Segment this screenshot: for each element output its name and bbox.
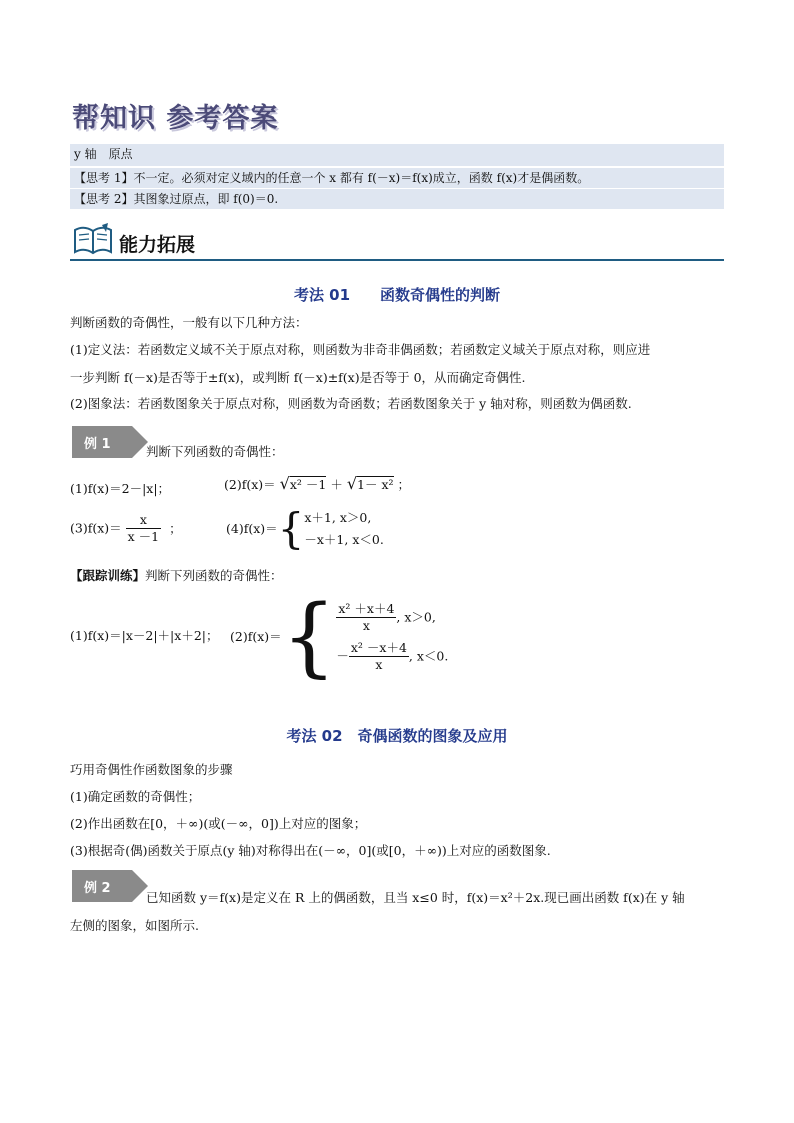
kaofa-01-title: 考法 01 函数奇偶性的判断 xyxy=(293,286,501,304)
followup-heading: 【跟踪训练】判断下列函数的奇偶性： xyxy=(70,568,283,583)
example-2-line-a: 已知函数 y＝f(x)是定义在 R 上的偶函数，且当 x≤0 时，f(x)＝x²＋2x.现已画出函数 f(x)在 y 轴 xyxy=(146,890,685,905)
think-1-label: 【思考 1】 xyxy=(74,171,134,185)
example-1-f1: (1)f(x)＝2－|x|； xyxy=(70,481,171,496)
followup-f1: (1)f(x)＝|x－2|＋|x＋2|； xyxy=(70,628,219,643)
answer-line-2 xyxy=(70,168,724,188)
kaofa-02-intro: 巧用奇偶性作函数图象的步骤 xyxy=(70,762,233,777)
think-2-text: 其图象过原点，即 f(0)＝0. xyxy=(133,192,279,206)
example-1-f4: (4)f(x)＝{ x＋1, x＞0, －x＋1, x＜0. xyxy=(226,504,384,553)
example-2-tag: 例 2 xyxy=(72,870,148,902)
method-1-line-a: (1)定义法：若函数定义域不关于原点对称，则函数为非奇非偶函数；若函数定义域关于原点对称，则应进 xyxy=(70,342,651,357)
open-book-icon xyxy=(72,222,114,258)
help-answers-title: 帮知识 参考答案 xyxy=(72,103,279,134)
answer-line-3 xyxy=(70,189,724,209)
kaofa-02-title: 考法 02 奇偶函数的图象及应用 xyxy=(286,727,508,745)
answer-line-1: y 轴 原点 xyxy=(70,144,724,166)
example-1-f3: (3)f(x)＝ $\frac{x}{x -1}$ ； xyxy=(70,512,182,544)
example-1-tag: 例 1 xyxy=(72,426,148,458)
section-divider xyxy=(70,259,724,261)
section-title: 能力拓展 xyxy=(119,234,196,256)
think-1-text: 不一定。必须对定义域内的任意一个 x 都有 f(－x)＝f(x)成立，函数 f(x)才是偶函数。 xyxy=(133,171,590,185)
example-1-prompt: 判断下列函数的奇偶性： xyxy=(146,444,284,459)
kaofa-02-step-3: (3)根据奇(偶)函数关于原点(y 轴)对称得出在(－∞，0](或[0，＋∞))上对应的函数图象. xyxy=(70,843,551,858)
example-1-f2: (2)f(x)＝ √x² －1 ＋ √1－ x² ； xyxy=(224,474,411,493)
kaofa-02-step-2: (2)作出函数在[0，＋∞)(或(－∞，0])上对应的图象； xyxy=(70,816,367,831)
kaofa-01-intro: 判断函数的奇偶性，一般有以下几种方法： xyxy=(70,315,308,330)
fraction: $\frac{x}{x -1}$ xyxy=(127,512,160,544)
think-2-label: 【思考 2】 xyxy=(74,192,134,206)
method-1-line-b: 一步判断 f(－x)是否等于±f(x)，或判断 f(－x)±f(x)是否等于 0，从而确定奇偶性. xyxy=(70,370,526,385)
kaofa-02-step-1: (1)确定函数的奇偶性； xyxy=(70,789,201,804)
followup-f2: (2)f(x)＝{ $\frac{\text{x² ＋x＋4}}{x}$ , x＞0, － $\frac{\text{x² －x＋4}}{x}$ , x＜0. xyxy=(230,587,449,687)
example-2-line-b: 左侧的图象，如图所示. xyxy=(70,918,199,933)
method-2-line: (2)图象法：若函数图象关于原点对称，则函数为奇函数；若函数图象关于 y 轴对称，则函数为偶函数. xyxy=(70,396,632,411)
